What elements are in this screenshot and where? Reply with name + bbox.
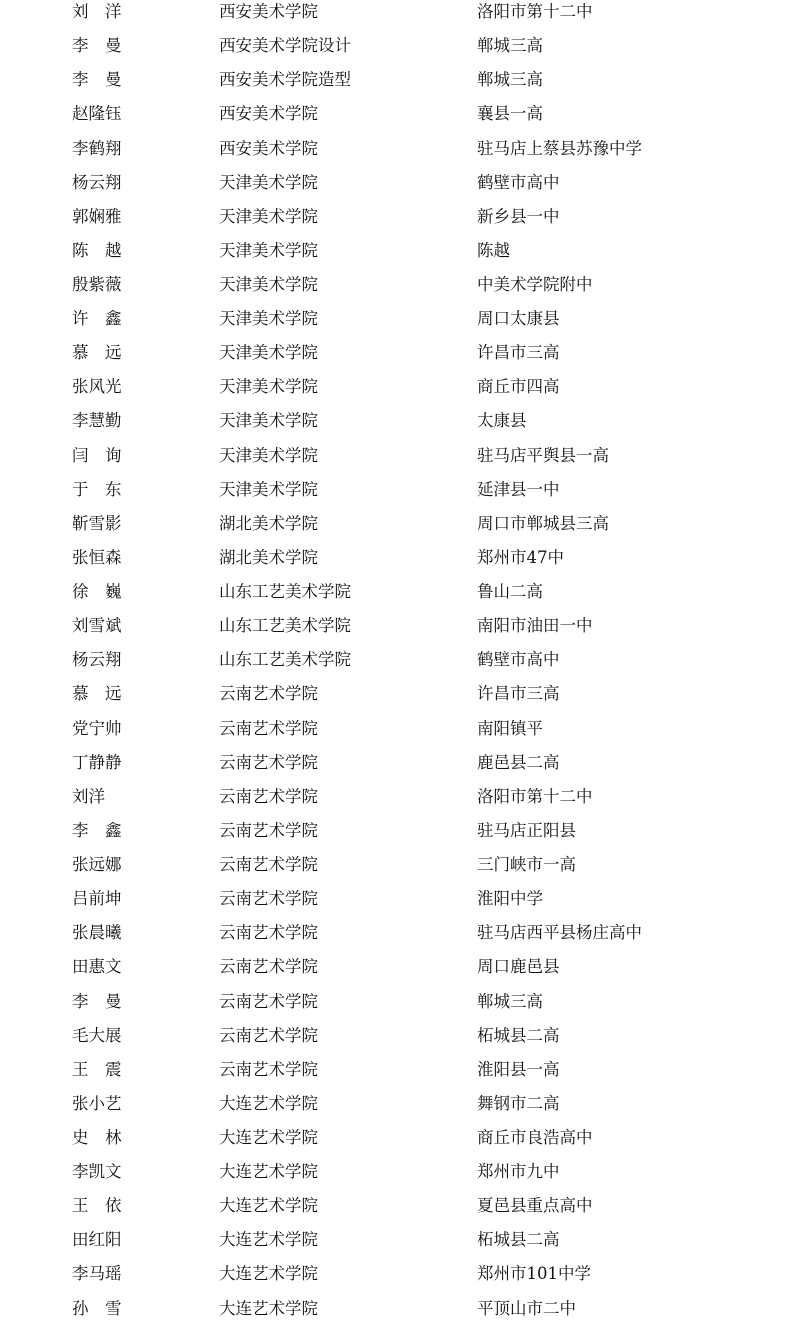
high-school-name: 洛阳市第十二中 [477,786,593,806]
high-school-name: 南阳镇平 [477,718,543,738]
student-name: 刘洋 [72,786,105,806]
high-school-name: 驻马店西平县杨庄高中 [477,923,642,943]
high-school-name: 周口市郸城县三高 [477,513,609,533]
student-name: 于 东 [72,479,122,499]
high-school-name: 商丘市良浩高中 [477,1128,593,1147]
student-name: 毛大展 [72,1025,122,1045]
high-school-name: 鹿邑县二高 [477,752,560,772]
list-row [0,1087,794,1121]
high-school-name: 郸城三高 [477,991,543,1011]
academy-name: 西安美术学院造型 [219,70,351,90]
student-name: 田红阳 [72,1230,122,1250]
high-school-name: 延津县一中 [477,479,560,499]
list-row [0,336,794,370]
list-row [0,439,794,473]
student-name: 孙 雪 [72,1298,122,1318]
high-school-name: 柘城县二高 [477,1025,560,1045]
student-name: 刘 洋 [72,2,122,21]
academy-name: 天津美术学院 [219,479,318,499]
student-name: 殷紫薇 [72,275,122,294]
list-row [0,1019,794,1053]
list-row [0,746,794,780]
academy-name: 云南艺术学院 [219,1059,318,1079]
student-name: 张恒森 [72,547,122,567]
academy-name: 云南艺术学院 [219,991,318,1011]
student-name: 李 曼 [72,36,122,56]
academy-name: 山东工艺美术学院 [219,616,351,636]
high-school-name: 许昌市三高 [477,684,560,704]
academy-name: 大连艺术学院 [219,1196,318,1216]
academy-name: 天津美术学院 [219,445,318,465]
student-name: 杨云翔 [72,650,122,670]
academy-name: 天津美术学院 [219,172,318,192]
student-name: 张远娜 [72,855,122,874]
student-name: 张小艺 [72,1093,122,1113]
academy-name: 云南艺术学院 [219,752,318,772]
list-row [0,1257,794,1291]
academy-name: 云南艺术学院 [219,1025,318,1045]
academy-name: 天津美术学院 [219,240,318,260]
academy-name: 湖北美术学院 [219,513,318,533]
academy-name: 天津美术学院 [219,411,318,431]
academy-name: 天津美术学院 [219,309,318,329]
student-name: 慕 远 [72,343,122,363]
list-row [0,780,794,814]
list-row [0,950,794,984]
high-school-name: 中美术学院附中 [477,275,593,294]
list-row [0,1155,794,1189]
academy-name: 云南艺术学院 [219,855,318,874]
student-name: 吕前坤 [72,889,122,909]
high-school-name: 郑州市47中 [477,547,564,567]
list-row [0,643,794,677]
academy-name: 西安美术学院 [219,2,318,21]
student-name: 李 曼 [72,70,122,90]
student-name: 党宁帅 [72,718,122,738]
high-school-name: 鹤壁市高中 [477,172,560,192]
student-name: 李慧勤 [72,411,122,431]
high-school-name: 淮阳县一高 [477,1059,560,1079]
student-name: 张风光 [72,377,122,397]
list-row [0,0,794,29]
list-row [0,132,794,166]
student-name: 王 依 [72,1196,122,1216]
high-school-name: 商丘市四高 [477,377,560,397]
high-school-name: 许昌市三高 [477,343,560,363]
list-row [0,609,794,643]
student-name: 李凯文 [72,1162,122,1182]
high-school-name: 舞钢市二高 [477,1093,560,1113]
list-row [0,1292,794,1326]
high-school-name: 郑州市九中 [477,1162,560,1182]
list-row [0,97,794,131]
high-school-name: 驻马店上蔡县苏豫中学 [477,138,642,158]
student-name: 张晨曦 [72,923,122,943]
academy-name: 大连艺术学院 [219,1128,318,1147]
student-name: 赵隆钰 [72,104,122,124]
student-name: 靳雪影 [72,513,122,533]
student-name: 史 林 [72,1128,122,1147]
academy-name: 天津美术学院 [219,343,318,363]
list-row [0,814,794,848]
list-row [0,916,794,950]
student-name: 李马瑶 [72,1264,122,1284]
list-row [0,1189,794,1223]
list-row [0,985,794,1019]
list-row [0,473,794,507]
high-school-name: 鲁山二高 [477,582,543,601]
list-row [0,404,794,438]
academy-name: 湖北美术学院 [219,547,318,567]
academy-name: 云南艺术学院 [219,889,318,909]
student-name: 陈 越 [72,240,122,260]
academy-name: 云南艺术学院 [219,923,318,943]
academy-name: 大连艺术学院 [219,1230,318,1250]
academy-name: 西安美术学院设计 [219,36,351,56]
list-row [0,541,794,575]
academy-name: 大连艺术学院 [219,1298,318,1318]
academy-name: 大连艺术学院 [219,1162,318,1182]
academy-name: 云南艺术学院 [219,786,318,806]
academy-name: 云南艺术学院 [219,684,318,704]
student-name: 李 鑫 [72,820,122,840]
list-row [0,1223,794,1257]
list-row [0,166,794,200]
high-school-name: 新乡县一中 [477,206,560,226]
list-row [0,712,794,746]
list-row [0,370,794,404]
list-row [0,302,794,336]
academy-name: 云南艺术学院 [219,820,318,840]
list-row [0,848,794,882]
student-name: 闫 询 [72,445,122,465]
academy-name: 大连艺术学院 [219,1093,318,1113]
high-school-name: 太康县 [477,411,527,431]
high-school-name: 陈越 [477,240,510,260]
student-name: 郭娴雅 [72,206,122,226]
high-school-name: 郑州市101中学 [477,1264,591,1284]
list-row [0,1053,794,1087]
high-school-name: 柘城县二高 [477,1230,560,1250]
high-school-name: 周口太康县 [477,309,560,329]
list-row [0,677,794,711]
academy-name: 天津美术学院 [219,206,318,226]
student-name: 王 震 [72,1059,122,1079]
high-school-name: 南阳市油田一中 [477,616,593,636]
academy-name: 山东工艺美术学院 [219,582,351,601]
high-school-name: 襄县一高 [477,104,543,124]
high-school-name: 驻马店平舆县一高 [477,445,609,465]
academy-name: 天津美术学院 [219,377,318,397]
academy-name: 大连艺术学院 [219,1264,318,1284]
list-row [0,234,794,268]
student-name: 李鹤翔 [72,138,122,158]
list-row [0,507,794,541]
high-school-name: 平顶山市二中 [477,1298,576,1318]
student-name: 慕 远 [72,684,122,704]
academy-name: 云南艺术学院 [219,718,318,738]
high-school-name: 洛阳市第十二中 [477,2,593,21]
student-name: 丁静静 [72,752,122,772]
list-row [0,63,794,97]
list-row [0,268,794,302]
academy-name: 西安美术学院 [219,138,318,158]
academy-name: 西安美术学院 [219,104,318,124]
academy-name: 山东工艺美术学院 [219,650,351,670]
list-row [0,575,794,609]
list-row [0,882,794,916]
list-row [0,29,794,63]
high-school-name: 郸城三高 [477,36,543,56]
list-row [0,1121,794,1155]
academy-name: 云南艺术学院 [219,957,318,977]
high-school-name: 三门峡市一高 [477,855,576,874]
high-school-name: 夏邑县重点高中 [477,1196,593,1216]
high-school-name: 驻马店正阳县 [477,820,576,840]
student-name: 李 曼 [72,991,122,1011]
high-school-name: 鹤壁市高中 [477,650,560,670]
student-name: 刘雪斌 [72,616,122,636]
academy-name: 天津美术学院 [219,275,318,294]
list-row [0,200,794,234]
student-name: 杨云翔 [72,172,122,192]
student-name: 徐 巍 [72,582,122,601]
student-name: 田惠文 [72,957,122,977]
high-school-name: 周口鹿邑县 [477,957,560,977]
student-name: 许 鑫 [72,309,122,329]
high-school-name: 淮阳中学 [477,889,543,909]
high-school-name: 郸城三高 [477,70,543,90]
